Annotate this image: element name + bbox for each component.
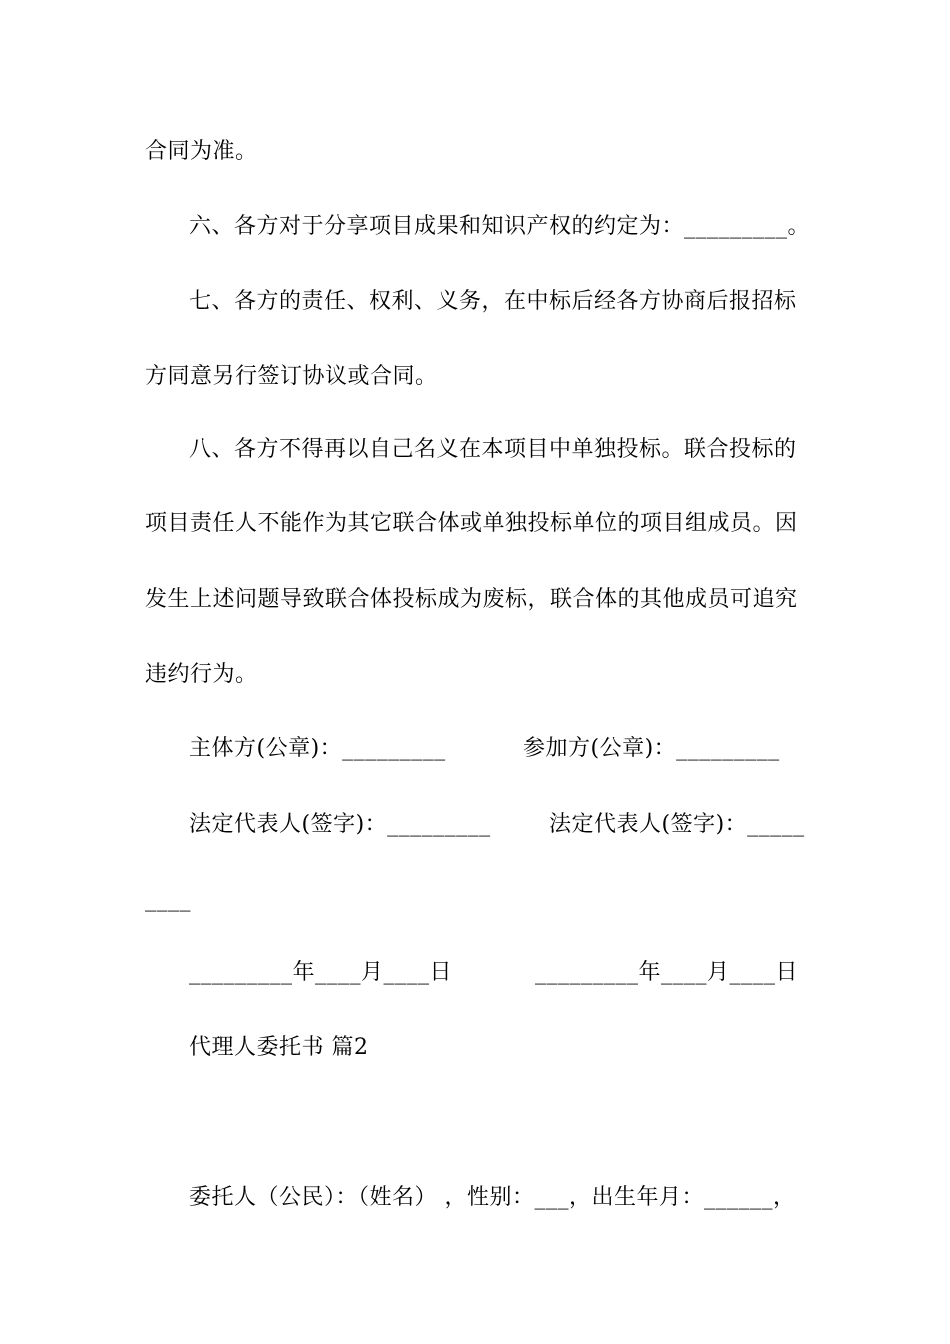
legal-representative-signature-field-left: 法定代表人(签字)：_________	[189, 812, 491, 837]
section-heading: 代理人委托书 篇2	[189, 1035, 369, 1060]
paragraph-line: 合同为准。	[145, 139, 258, 164]
legal-representative-signature-field-right: 法定代表人(签字)：_____	[549, 812, 805, 837]
paragraph-line: 七、各方的责任、权利、义务，在中标后经各方协商后报招标	[189, 289, 797, 314]
date-field-left: _________年____月____日	[189, 960, 453, 985]
principal-info-line: 委托人（公民）：（姓名） ，性别：___，出生年月：______，	[189, 1185, 796, 1210]
participant-party-seal-field: 参加方(公章)：_________	[523, 736, 780, 761]
date-field-right: _________年____月____日	[535, 960, 799, 985]
paragraph-line: 项目责任人不能作为其它联合体或单独投标单位的项目组成员。因	[145, 511, 798, 536]
paragraph-line: 违约行为。	[145, 662, 258, 687]
signature-field-continuation: ____	[145, 887, 191, 912]
paragraph-line: 方同意另行签订协议或合同。	[145, 364, 438, 389]
paragraph-line: 六、各方对于分享项目成果和知识产权的约定为：_________。	[189, 214, 811, 239]
paragraph-line: 发生上述问题导致联合体投标成为废标，联合体的其他成员可追究	[145, 587, 798, 612]
paragraph-line: 八、各方不得再以自己名义在本项目中单独投标。联合投标的	[189, 437, 797, 462]
main-party-seal-field: 主体方(公章)：_________	[189, 736, 446, 761]
